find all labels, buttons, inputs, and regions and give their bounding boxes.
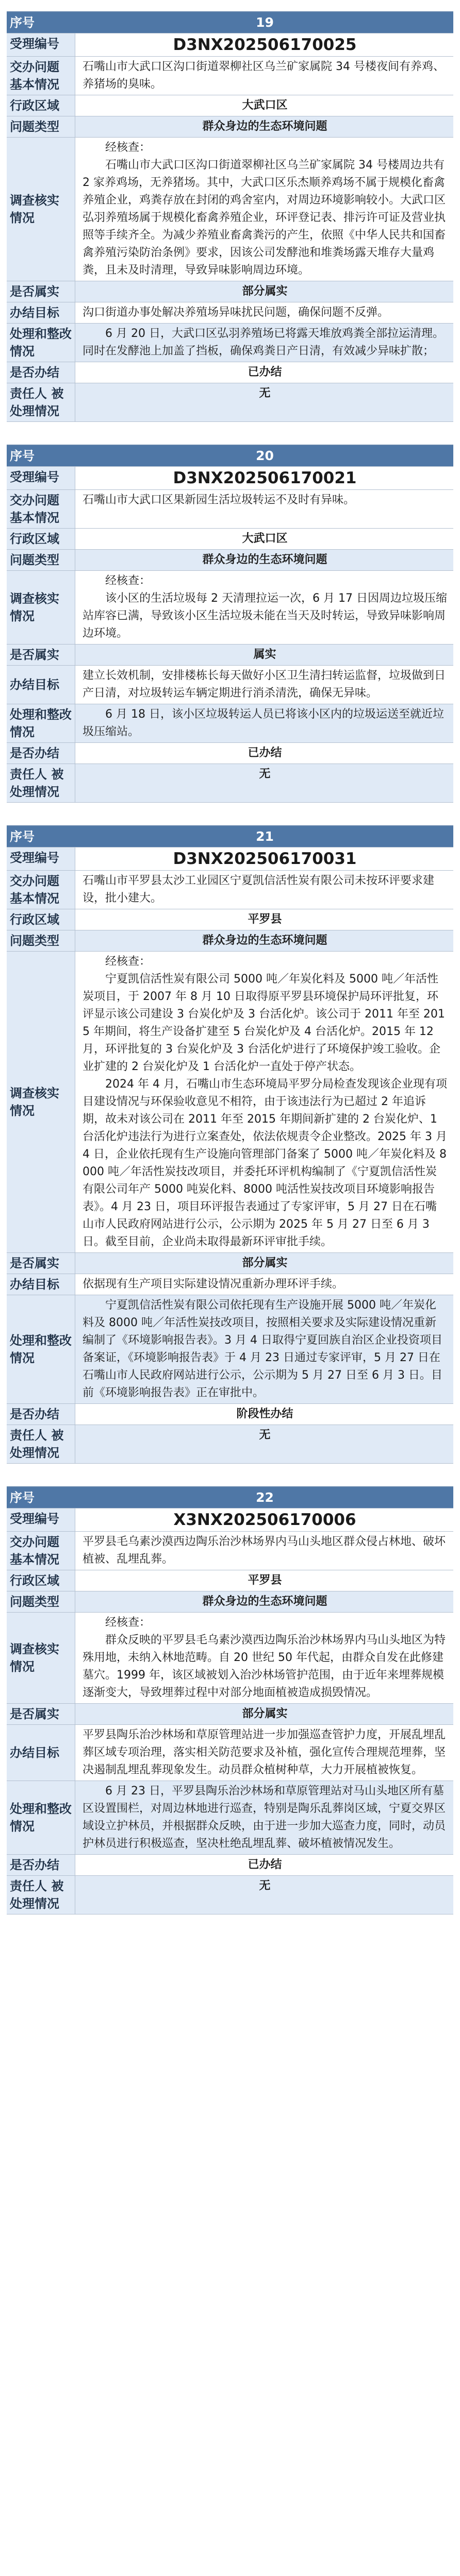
row-seq <box>7 1487 453 1509</box>
row-goal <box>7 302 453 324</box>
value-case-no: D3NX202506170031 <box>75 848 453 870</box>
value-goal: 平罗县陶乐治沙林场和草原管理站进一步加强巡查管护力度，开展乱埋乱葬区域专项治理，落实相关防范要求及补植，强化宣传合理规范埋葬，坚决遏制乱埋乱葬现象发生。动员群众植树种草，大力开展植被恢复。 <box>75 1725 453 1781</box>
value-type: 群众身边的生态环境问题 <box>75 116 453 137</box>
label-district: 行政区域 <box>7 1570 75 1591</box>
value-type: 群众身边的生态环境问题 <box>75 550 453 570</box>
label-investigation: 调查核实 情况 <box>7 1613 75 1703</box>
value-handling: 6 月 20 日，大武口区弘羽养殖场已将露天堆放鸡粪全部拉运清理。同时在发酵池上加盖了挡板，确保鸡粪日产日清，有效减少异味扩散； <box>75 324 453 362</box>
label-complaint: 交办问题 基本情况 <box>7 57 75 95</box>
row-closed <box>7 1404 453 1425</box>
value-complaint: 平罗县毛乌素沙漠西边陶乐治沙林场界内马山头地区群众侵占林地、破坏植被、乱埋乱葬。 <box>75 1532 453 1570</box>
row-investigation <box>7 952 453 1253</box>
label-investigation: 调查核实 情况 <box>7 952 75 1252</box>
value-complaint: 石嘴山市大武口区沟口街道翠柳社区乌兰矿家属院 34 号楼夜间有养鸡、养猪场的臭味。 <box>75 57 453 95</box>
value-closed: 已办结 <box>75 1855 453 1875</box>
label-closed: 是否办结 <box>7 362 75 383</box>
label-goal: 办结目标 <box>7 666 75 704</box>
value-district: 大武口区 <box>75 529 453 549</box>
value-handling: 宁夏凯信活性炭有限公司依托现有生产设施开展 5000 吨／年炭化料及 8000 吨／年活性炭技改项目，按照相关要求及实际建设情况重新编制了《环境影响报告表》。3 月 4 日取得宁夏回族自治区企业投资项目备案证，《环境影响报告表》于 4 月 23 日通过专家评审，5 月 27 日在石嘴山市人民政府网站进行公示，公示期为 5 月 27 日至 6 月 3 日。目前《环境影响报告表》正在审批中。 <box>75 1295 453 1403</box>
value-is-true: 部分属实 <box>75 1253 453 1274</box>
value-accountability: 无 <box>75 383 453 421</box>
row-handling <box>7 324 453 362</box>
row-is-true <box>7 1704 453 1725</box>
label-investigation: 调查核实 情况 <box>7 138 75 281</box>
row-accountability <box>7 383 453 422</box>
value-handling: 6 月 23 日，平罗县陶乐治沙林场和草原管理站对马山头地区所有墓区设置围栏，对周边林地进行巡查，特别是陶乐乱葬岗区域，宁夏交界区域设立护林员，并根据群众反映，由于进一步加大巡查力度，同时，动员护林员进行积极巡查，坚决杜绝乱埋乱葬、破坏植被情况发生。 <box>75 1781 453 1854</box>
row-investigation <box>7 138 453 281</box>
case-card <box>7 445 453 803</box>
value-goal: 建立长效机制，安排楼栋长每天做好小区卫生清扫转运监督，垃圾做到日产日清，对垃圾转运车辆定期进行消杀清洗，确保无异味。 <box>75 666 453 704</box>
value-seq: 20 <box>75 446 453 466</box>
value-is-true: 部分属实 <box>75 1704 453 1724</box>
value-seq: 19 <box>75 12 453 33</box>
label-type: 问题类型 <box>7 1591 75 1612</box>
value-closed: 已办结 <box>75 362 453 383</box>
case-list <box>7 11 453 1914</box>
label-case-no: 受理编号 <box>7 848 75 870</box>
row-handling <box>7 1781 453 1855</box>
value-goal: 依据现有生产项目实际建设情况重新办理环评手续。 <box>75 1274 453 1295</box>
label-seq: 序号 <box>7 446 75 466</box>
row-handling <box>7 704 453 743</box>
label-closed: 是否办结 <box>7 1855 75 1875</box>
label-complaint: 交办问题 基本情况 <box>7 490 75 528</box>
value-seq: 21 <box>75 826 453 847</box>
label-accountability: 责任人 被处理情况 <box>7 764 75 802</box>
label-seq: 序号 <box>7 12 75 33</box>
label-type: 问题类型 <box>7 116 75 137</box>
value-investigation: 经核查： 群众反映的平罗县毛乌素沙漠西边陶乐治沙林场界内马山头地区为特殊用地，未纳入林地范畴。自 20 世纪 50 年代起，由群众自发在此修建墓穴。1999 年，该区域被划入治沙林场管护范围，由于近年来埋葬规模逐渐变大，导致埋葬过程中对部分地面植被造成损毁情况。 <box>75 1613 453 1703</box>
value-complaint: 石嘴山市平罗县太沙工业园区宁夏凯信活性炭有限公司未按环评要求建设，批小建大。 <box>75 871 453 909</box>
value-accountability: 无 <box>75 1425 453 1463</box>
row-seq <box>7 12 453 33</box>
row-investigation <box>7 571 453 645</box>
label-closed: 是否办结 <box>7 1404 75 1425</box>
value-closed: 阶段性办结 <box>75 1404 453 1425</box>
label-handling: 处理和整改 情况 <box>7 704 75 742</box>
row-accountability <box>7 1425 453 1464</box>
label-closed: 是否办结 <box>7 743 75 764</box>
label-handling: 处理和整改 情况 <box>7 324 75 362</box>
row-is-true <box>7 645 453 666</box>
label-seq: 序号 <box>7 826 75 847</box>
value-closed: 已办结 <box>75 743 453 764</box>
case-card <box>7 1486 453 1914</box>
value-investigation: 经核查： 宁夏凯信活性炭有限公司 5000 吨／年炭化料及 5000 吨／年活性炭项目，于 2007 年 8 月 10 日取得原平罗县环境保护局环评批复，环评显示该公司建设 3 台炭化炉及 3 台活化炉。该公司于 2011 年至 2015 年期间，将生产设备扩建至 5 台炭化炉及 4 台活化炉。2015 年 12 月，环评批复的 3 台炭化炉及 3 台活化炉进行了环境保护竣工验收。企业扩建的 2 台炭化炉及 1 台活化炉一直处于停产状态。 2024 年 4 月，石嘴山市生态环境局平罗分局检查发现该企业现有项目建设情况与环保验收意见不相符，由于该违法行为已超过 2 年追诉期，故未对该公司在 2011 年至 2015 年期间新扩建的 2 台炭化炉、1 台活化炉违法行为进行立案查处，依法依规责令企业整改。2025 年 3 月 4 日，企业依托现有生产设施向管理部门备案了 5000 吨／年炭化料及 8000 吨／年活性炭技改项目，并委托环评机构编制了《宁夏凯信活性炭有限公司年产 5000 吨炭化料、8000 吨活性炭技改项目环境影响报告表》。4 月 23 日，项目环评报告表通过了专家评审，5 月 27 日在石嘴山市人民政府网站进行公示，公示期为 2025 年 5 月 27 日至 6 月 3 日。截至目前，企业尚未取得最新环评审批手续。 <box>75 952 453 1252</box>
row-district <box>7 909 453 930</box>
value-district: 平罗县 <box>75 909 453 930</box>
value-is-true: 部分属实 <box>75 281 453 302</box>
label-handling: 处理和整改 情况 <box>7 1295 75 1403</box>
label-accountability: 责任人 被处理情况 <box>7 1876 75 1914</box>
label-accountability: 责任人 被处理情况 <box>7 1425 75 1463</box>
value-district: 平罗县 <box>75 1570 453 1591</box>
label-case-no: 受理编号 <box>7 1509 75 1531</box>
label-handling: 处理和整改 情况 <box>7 1781 75 1854</box>
row-complaint <box>7 490 453 529</box>
row-type <box>7 930 453 952</box>
value-district: 大武口区 <box>75 95 453 116</box>
label-is-true: 是否属实 <box>7 1253 75 1274</box>
label-district: 行政区域 <box>7 529 75 549</box>
row-closed <box>7 743 453 764</box>
label-district: 行政区域 <box>7 909 75 930</box>
case-card <box>7 825 453 1464</box>
row-district <box>7 529 453 550</box>
value-seq: 22 <box>75 1487 453 1508</box>
label-investigation: 调查核实 情况 <box>7 571 75 644</box>
row-type <box>7 550 453 571</box>
label-is-true: 是否属实 <box>7 1704 75 1724</box>
label-type: 问题类型 <box>7 930 75 951</box>
label-seq: 序号 <box>7 1487 75 1508</box>
row-district <box>7 1570 453 1591</box>
value-case-no: D3NX202506170021 <box>75 467 453 489</box>
row-is-true <box>7 281 453 302</box>
label-is-true: 是否属实 <box>7 645 75 665</box>
label-type: 问题类型 <box>7 550 75 570</box>
label-case-no: 受理编号 <box>7 467 75 489</box>
row-type <box>7 116 453 138</box>
row-complaint <box>7 871 453 909</box>
row-seq <box>7 826 453 848</box>
row-closed <box>7 362 453 383</box>
label-goal: 办结目标 <box>7 1725 75 1781</box>
value-complaint: 石嘴山市大武口区果新园生活垃圾转运不及时有异味。 <box>75 490 453 528</box>
value-accountability: 无 <box>75 1876 453 1914</box>
label-complaint: 交办问题 基本情况 <box>7 1532 75 1570</box>
row-case-no <box>7 1509 453 1532</box>
label-is-true: 是否属实 <box>7 281 75 302</box>
row-complaint <box>7 1532 453 1570</box>
row-case-no <box>7 467 453 490</box>
row-goal <box>7 1274 453 1295</box>
row-seq <box>7 446 453 467</box>
row-district <box>7 95 453 116</box>
label-complaint: 交办问题 基本情况 <box>7 871 75 909</box>
row-complaint <box>7 57 453 95</box>
value-investigation: 经核查： 该小区的生活垃圾每 2 天清理拉运一次，6 月 17 日因周边垃圾压缩站库容已满，导致该小区生活垃圾未能在当天及时转运，导致异味影响周边环境。 <box>75 571 453 644</box>
label-case-no: 受理编号 <box>7 33 75 56</box>
label-accountability: 责任人 被处理情况 <box>7 383 75 421</box>
value-case-no: X3NX202506170006 <box>75 1509 453 1531</box>
row-closed <box>7 1855 453 1876</box>
row-investigation <box>7 1613 453 1704</box>
value-type: 群众身边的生态环境问题 <box>75 1591 453 1612</box>
row-is-true <box>7 1253 453 1274</box>
value-investigation: 经核查： 石嘴山市大武口区沟口街道翠柳社区乌兰矿家属院 34 号楼周边共有 2 家养鸡场，无养猪场。其中，大武口区乐杰顺养鸡场不属于规模化畜禽养殖企业，鸡粪存放在封闭的鸡舍室内，对周边环境影响较小。大武口区弘羽养殖场属于规模化畜禽养殖企业，环评登记表、排污许可证及营业执照等手续齐全。为减少养殖业畜禽粪污的产生，依照《中华人民共和国畜禽养殖污染防治条例》要求，因该公司发酵池和堆粪场露天堆存大量鸡粪，且未及时清理，导致异味影响周边环境。 <box>75 138 453 281</box>
value-goal: 沟口街道办事处解决养殖场异味扰民问题，确保问题不反弹。 <box>75 302 453 323</box>
label-goal: 办结目标 <box>7 302 75 323</box>
row-case-no <box>7 848 453 871</box>
row-goal <box>7 666 453 704</box>
value-is-true: 属实 <box>75 645 453 665</box>
row-handling <box>7 1295 453 1404</box>
row-type <box>7 1591 453 1613</box>
label-district: 行政区域 <box>7 95 75 116</box>
case-card <box>7 11 453 422</box>
row-goal <box>7 1725 453 1781</box>
value-case-no: D3NX202506170025 <box>75 33 453 56</box>
label-goal: 办结目标 <box>7 1274 75 1295</box>
row-case-no <box>7 33 453 57</box>
row-accountability <box>7 1876 453 1914</box>
value-type: 群众身边的生态环境问题 <box>75 930 453 951</box>
value-handling: 6 月 18 日，该小区垃圾转运人员已将该小区内的垃圾运送至就近垃圾压缩站。 <box>75 704 453 742</box>
value-accountability: 无 <box>75 764 453 802</box>
row-accountability <box>7 764 453 803</box>
